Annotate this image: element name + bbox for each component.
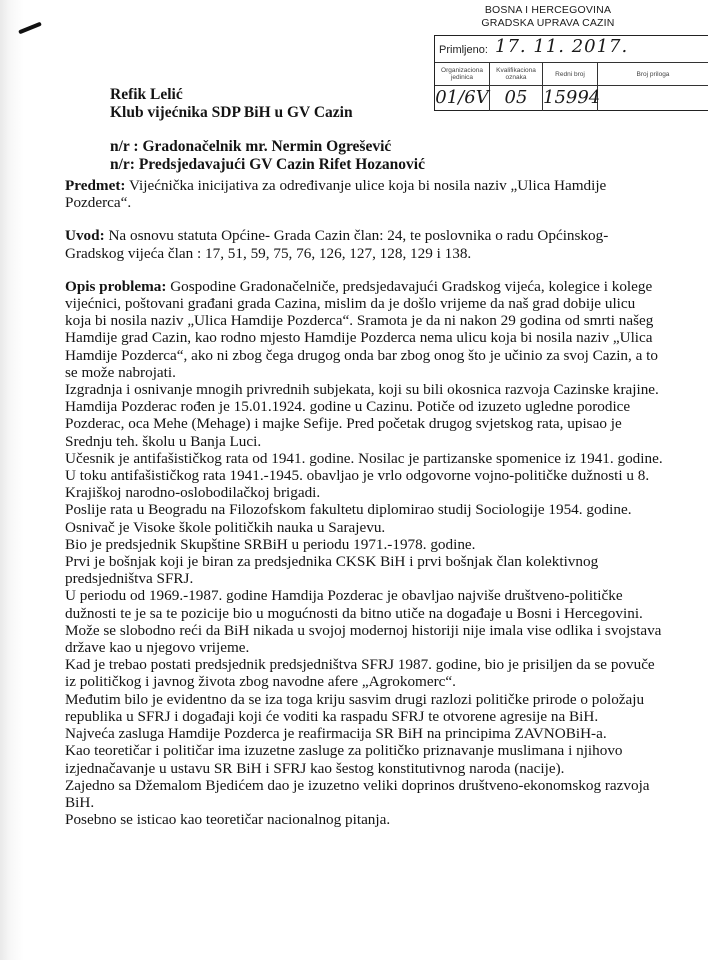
body-paragraph: Može se slobodno reći da BiH nikada u svojoj modernoj historiji nije imala vise odlika i svojstava države kao u njegovo vrijeme. [65, 621, 662, 657]
stamp-office: GRADSKA UPRAVA CAZIN [481, 17, 615, 29]
body-paragraph: Bio je predsjednik Skupštine SRBiH u periodu 1971.-1978. godine. [65, 535, 476, 553]
body-paragraph: Kao teoretičar i političar ima izuzetne zasluge za političko priznavanje muslimana i njihovo izjednačavanje u ustavu SR BiH i SFRJ kao šestog konstitutivnog naroda (nacije). [65, 742, 623, 777]
body-paragraph: Prvi je bošnjak koji je biran za predsjednika CKSK BiH i prvi bošnjak član kolektivnog predsjedništva SFRJ. [65, 553, 599, 588]
stamp-header [478, 4, 618, 30]
body-paragraph: Najveća zasluga Hamdije Pozderca je reafirmacija SR BiH na principima ZAVNOBiH-a. [65, 725, 607, 743]
recipient-council-chair: n/r: Predsjedavajući GV Cazin Rifet Hozanović [110, 156, 425, 173]
stamp-col-value [598, 86, 708, 111]
stamp-col-classification [490, 63, 543, 111]
stamp-received-date: 17. 11. 2017. [495, 36, 629, 57]
stamp-col-header: Broj priloga [598, 63, 708, 86]
body-paragraph: Posebno se isticao kao teoretičar nacionalnog pitanja. [65, 811, 391, 829]
problem-label: Opis problema: [65, 277, 167, 295]
problem-paragraph [65, 278, 665, 381]
stamp-col-attachments [598, 63, 708, 111]
stamp-col-header: Redni broj [543, 63, 597, 86]
body-paragraph: U periodu od 1969.-1987. godine Hamdija Pozderac je obavljao najviše društveno-političke dužnosti te je sa te pozicije bio u mogućnosti da bitno utiče na događaje u Bosni i Hercegovini. [65, 587, 643, 622]
intro-text: Na osnovu statuta Općine- Grada Cazin član: 24, te poslovnika o radu Općinskog-Gradskog vijeća član : 17, 51, 59, 75, 76, 126, 127, 128, 129 i 138. [65, 227, 609, 262]
stamp-col-org-unit [435, 63, 490, 111]
body-paragraph: Učesnik je antifašističkog rata od 1941. godine. Nosilac je partizanske spomenice iz 1941. godine. [65, 449, 663, 467]
stamp-col-header: Kvalifikaciona oznaka [490, 63, 542, 86]
body-paragraph: Kad je trebao postati predsjednik predsjedništva SFRJ 1987. godine, bio je prisiljen da se povuče iz političkog i javnog života zbog navodne afere „Agrokomerc“. [65, 656, 655, 691]
sender-name: Refik Lelić [110, 86, 183, 103]
body-paragraph: Međutim bilo je evidentno da se iza toga kriju sasvim drugi razlozi političke prirode o položaju republika u SFRJ i događaji koji će voditi ka raspadu SFRJ te otvorene agresije na BiH. [65, 690, 645, 725]
stamp-col-header: Organizaciona jedinica [435, 63, 489, 86]
body-paragraph: Hamdija Pozderac rođen je 15.01.1924. godine u Cazinu. Potiče od izuzeto ugledne porodice Pozderac, oca Mehe (Mehage) i majke Sefije. Pred početak drugog svjetskog rata, upisao je Srednju teh. školu u Banja Luci. [65, 398, 631, 450]
recipient-mayor: n/r : Gradonačelnik mr. Nermin Ogrešević [110, 138, 392, 155]
subject-text: Vijećnička inicijativa za određivanje ulice koja bi nosila naziv „Ulica Hamdije Pozderca“. [65, 177, 607, 212]
stamp-received-row [435, 36, 708, 63]
body-paragraph: Osnivač je Visoke škole političkih nauka u Sarajevu. [65, 518, 386, 536]
body-paragraph: Zajedno sa Džemalom Bjedićem dao je izuzetno veliki doprinos društveno-ekonomskog razvoja BiH. [65, 776, 650, 811]
stamp-col-value: 15994 [543, 87, 601, 108]
stamp-grid [435, 63, 708, 111]
stamp-col-serial-number [543, 63, 601, 111]
letter-header [110, 86, 425, 174]
intro-paragraph [65, 227, 665, 261]
stamp-received-label: Primljeno: [439, 44, 488, 56]
stamp-country: BOSNA I HERCEGOVINA [484, 4, 612, 16]
stamp-col-value: 01/6V [435, 87, 489, 108]
body-paragraph: Poslije rata u Beogradu na Filozofskom fakultetu diplomirao studij Sociologije 1954. godine. [65, 501, 632, 519]
sender-club: Klub vijećnika SDP BiH u GV Cazin [110, 104, 353, 121]
intro-label: Uvod: [65, 227, 105, 245]
body-paragraph: Izgradnja i osnivanje mnogih privrednih subjekata, koji su bili okosnica razvoja Cazinske krajine. [65, 381, 659, 399]
received-stamp [434, 35, 708, 111]
subject-paragraph [65, 177, 665, 211]
subject-label: Predmet: [65, 177, 126, 194]
pen-mark [18, 22, 42, 35]
problem-text: Gospodine Gradonačelniče, predsjedavajući Gradskog vijeća, kolegice i kolege vijećnici, poštovani građani grada Cazina, mislim da je došlo vrijeme da naš grad dobije ulicu koja bi nosila naziv „Ulica Hamdije Pozderca“. Sramota je da ni nakon 29 godina od smrti našeg Hamdije grad Cazin, kao rodno mjesto Hamdije Pozderca nema ulicu koja bi nosila naziv „Ulica Hamdije Pozderca“, ako ni zbog čega drugog onda bar zbog onog što je učinio za svoj Cazin, a to se može nabrojati. [65, 277, 658, 381]
body-paragraph: U toku antifašističkog rata 1941.-1945. obavljao je vrlo odgovorne vojno-političke dužnosti u 8. Krajiškoj narodno-oslobodilačkoj brigadi. [65, 467, 650, 502]
stamp-col-value: 05 [504, 87, 528, 108]
letter-body [65, 177, 665, 828]
